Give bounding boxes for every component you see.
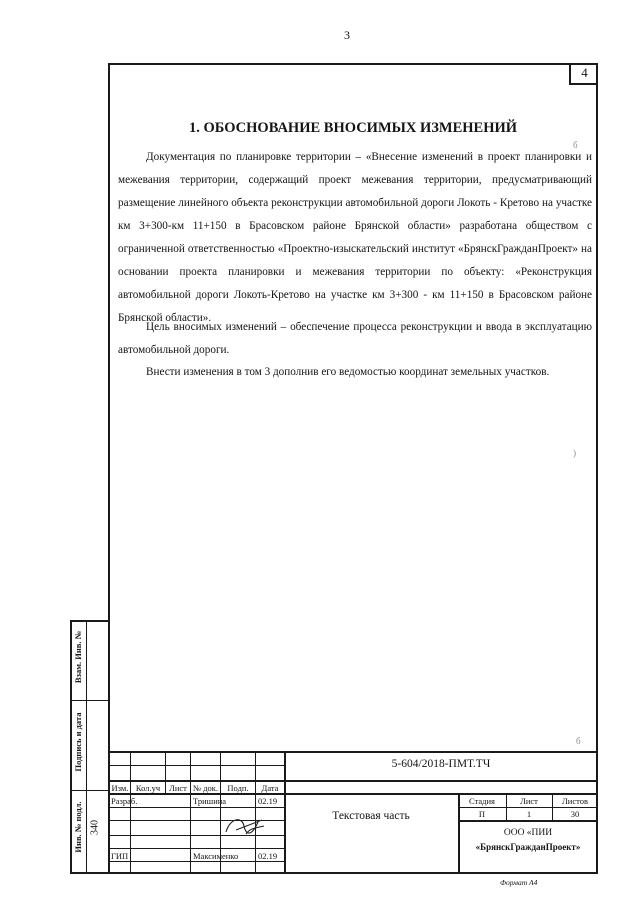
title-block-vline <box>130 751 131 872</box>
document-code: 5-604/2018-ПМТ.ТЧ <box>391 758 491 770</box>
signature <box>222 814 268 838</box>
paragraph-changes <box>118 361 592 384</box>
title-block-line <box>458 820 598 822</box>
organization-line1: ООО «ПИИ <box>503 828 553 838</box>
title-block-line <box>108 765 284 766</box>
paragraph-text: Внести изменения в том 3 дополнив его ведомостью координат земельных участков. <box>146 366 550 378</box>
date-chief-engineer: 02.19 <box>258 851 278 861</box>
sheet-number-box: 4 <box>569 63 598 85</box>
title-block-vline <box>190 751 191 872</box>
header-list: Лист <box>169 783 187 793</box>
side-label-podpis: Подпись и дата <box>73 712 83 772</box>
role-chief-engineer: ГИП <box>111 851 129 861</box>
title-block-line <box>108 793 598 795</box>
side-label-inv: Инв. № подл. <box>73 801 83 853</box>
name-chief-engineer: Максименко <box>193 851 239 861</box>
title-block-line <box>108 848 284 849</box>
paragraph-text: Документация по планировке территории – «Внесение изменений в проект планировки и межевания территории, содержащий проект межевания территории, предусматривающий размещение линейного объекта реконструкции автомобильной дороги Локоть - Кретово на участке км 3+300-км 11+150 в Брасовском районе Брянской области» разработана обществом с ограниченной ответственностью «Проектно-изыскательский институт «БрянскГражданПроект» на основании проекта планировки и межевания территории по объекту: «Реконструкция автомобильной дороги Локоть-Кретово на участке км 3+300 - км 11+150 в Брасовском районе Брянской области». <box>118 151 592 324</box>
stage-value: П <box>478 809 486 819</box>
sheets-value: 30 <box>570 809 580 819</box>
title-block-vline <box>255 751 256 872</box>
role-developer: Разраб. <box>111 796 138 806</box>
side-label-vzam: Взам. Инв. № <box>73 630 83 684</box>
side-inv-number: 340 <box>89 820 101 835</box>
title-block-top <box>108 751 598 753</box>
section-heading: 1. ОБОСНОВАНИЕ ВНОСИМЫХ ИЗМЕНЕНИЙ <box>188 120 518 136</box>
header-n-dok: № док. <box>192 783 219 793</box>
paragraph-documentation <box>118 146 592 330</box>
paragraph-purpose <box>118 316 592 362</box>
title-block-line <box>108 861 284 862</box>
date-developer: 02.19 <box>258 796 278 806</box>
title-block-line <box>108 807 284 808</box>
header-data: Дата <box>261 783 279 793</box>
header-podp: Подп. <box>227 783 249 793</box>
name-developer: Тришина <box>193 796 227 806</box>
title-block-line <box>108 780 598 782</box>
format-label: Формат А4 <box>500 878 538 887</box>
sheet-header: Лист <box>520 796 538 806</box>
header-kol-uch: Кол.уч <box>135 783 161 793</box>
paragraph-text: Цель вносимых изменений – обеспечение процесса реконструкции и ввода в эксплуатацию автомобильной дороги. <box>118 321 592 356</box>
page-number: 3 <box>344 28 350 42</box>
document-name: Текстовая часть <box>332 810 410 822</box>
side-strip-line <box>70 700 108 701</box>
scan-mark: б <box>573 140 578 150</box>
side-strip-line <box>70 872 108 874</box>
stage-header: Стадия <box>469 796 495 806</box>
scan-mark: б <box>576 736 581 746</box>
title-block-line <box>458 807 598 808</box>
organization-line2: «БрянскГражданПроект» <box>475 842 581 852</box>
sheets-header: Листов <box>562 796 588 806</box>
scan-mark: ) <box>573 448 576 458</box>
header-izm: Изм. <box>111 783 129 793</box>
sheet-value: 1 <box>526 809 532 819</box>
